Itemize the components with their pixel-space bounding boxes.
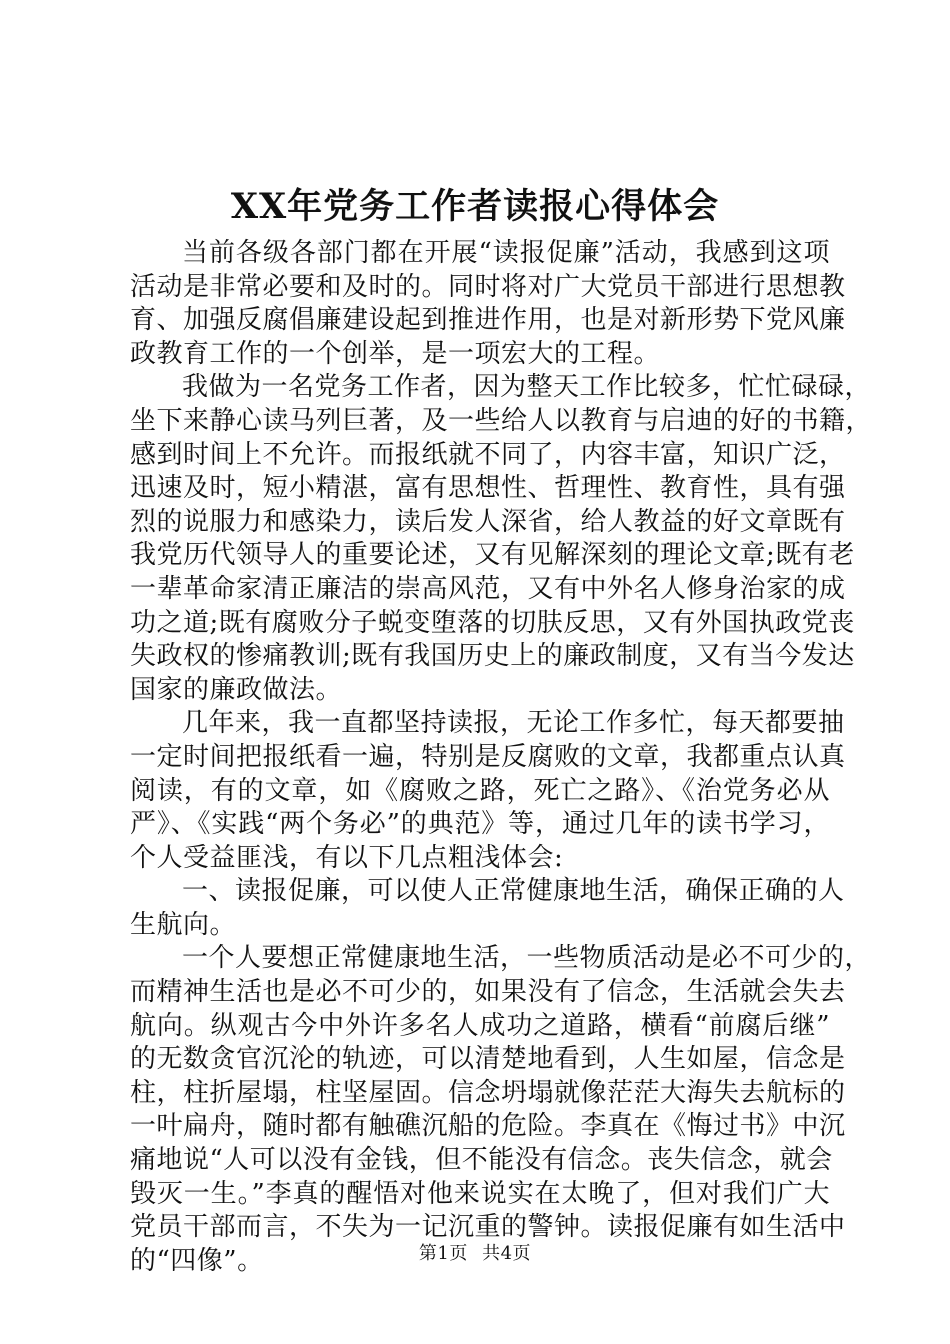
body-paragraph: [130, 875, 845, 942]
paragraph-line: 失政权的惨痛教训;既有我国历史上的廉政制度，又有当今发达: [130, 641, 855, 672]
paragraph-line: 我做为一名党务工作者，因为整天工作比较多，忙忙碌碌，: [182, 372, 872, 403]
paragraph-line: 的“四像”。: [130, 1245, 264, 1276]
paragraph-line: 的无数贪官沉沦的轨迹，可以清楚地看到，人生如屋，信念是: [130, 1044, 846, 1075]
paragraph-line: 一定时间把报纸看一遍，特别是反腐败的文章，我都重点认真: [130, 741, 846, 772]
paragraph-line: 几年来，我一直都坚持读报，无论工作多忙，每天都要抽: [182, 708, 845, 739]
page-total: 共4页: [482, 1243, 532, 1264]
paragraph-line: 一辈革命家清正廉洁的崇高风范，又有中外名人修身治家的成: [130, 573, 846, 604]
paragraph-line: 我党历代领导人的重要论述，又有见解深刻的理论文章;既有老: [130, 540, 855, 571]
paragraph-line: 功之道;既有腐败分子蜕变堕落的切肤反思，又有外国执政党丧: [130, 607, 855, 638]
paragraph-line: 而精神生活也是必不可少的，如果没有了信念，生活就会失去: [130, 977, 846, 1008]
paragraph-line: 一叶扁舟，随时都有触礁沉船的危险。李真在《悔过书》中沉: [130, 1111, 846, 1142]
paragraph-line: 国家的廉政做法。: [130, 674, 343, 705]
paragraph-line: 严》、《实践“两个务必”的典范》等，通过几年的读书学习，: [130, 809, 830, 840]
paragraph-line: 育、加强反腐倡廉建设起到推进作用，也是对新形势下党风廉: [130, 305, 846, 336]
paragraph-line: 一、读报促廉，可以使人正常健康地生活，确保正确的人: [182, 876, 845, 907]
paragraph-line: 活动是非常必要和及时的。同时将对广大党员干部进行思想教: [130, 271, 846, 302]
paragraph-line: 迅速及时，短小精湛，富有思想性、哲理性、教育性，具有强: [130, 473, 846, 504]
paragraph-line: 生航向。: [130, 909, 237, 940]
paragraph-line: 烈的说服力和感染力，读后发人深省，给人教益的好文章既有: [130, 506, 846, 537]
document-title: XX年党务工作者读报心得体会: [230, 186, 720, 227]
paragraph-line: 个人受益匪浅，有以下几点粗浅体会:: [130, 842, 564, 873]
page-footer: [0, 1242, 950, 1266]
page-number: 第1页: [418, 1243, 468, 1264]
body-paragraph: [130, 942, 872, 1278]
paragraph-line: 毁灭一生。”李真的醒悟对他来说实在太晚了，但对我们广大: [130, 1178, 830, 1209]
body-paragraph: [130, 237, 846, 371]
paragraph-line: 柱，柱折屋塌，柱坚屋固。信念坍塌就像茫茫大海失去航标的: [130, 1077, 846, 1108]
paragraph-line: 一个人要想正常健康地生活，一些物质活动是必不可少的，: [182, 943, 872, 974]
paragraph-line: 阅读，有的文章，如《腐败之路，死亡之路》、《治党务必从: [130, 775, 830, 806]
paragraph-line: 痛地说“人可以没有金钱，但不能没有信念。丧失信念，就会: [130, 1145, 833, 1176]
paragraph-line: 航向。纵观古今中外许多名人成功之道路，横看“前腐后继”: [130, 1010, 830, 1041]
body-paragraph: [130, 371, 873, 707]
paragraph-line: 当前各级各部门都在开展“读报促廉”活动，我感到这项: [182, 238, 830, 268]
body-paragraph: [130, 707, 846, 875]
paragraph-line: 感到时间上不允许。而报纸就不同了，内容丰富，知识广泛，: [130, 439, 846, 470]
paragraph-line: 政教育工作的一个创举，是一项宏大的工程。: [130, 338, 661, 369]
paragraph-line: 坐下来静心读马列巨著，及一些给人以教育与启迪的好的书籍，: [130, 405, 873, 436]
document-body: [130, 237, 873, 1278]
paragraph-line: 党员干部而言，不失为一记沉重的警钟。读报促廉有如生活中: [130, 1212, 846, 1243]
